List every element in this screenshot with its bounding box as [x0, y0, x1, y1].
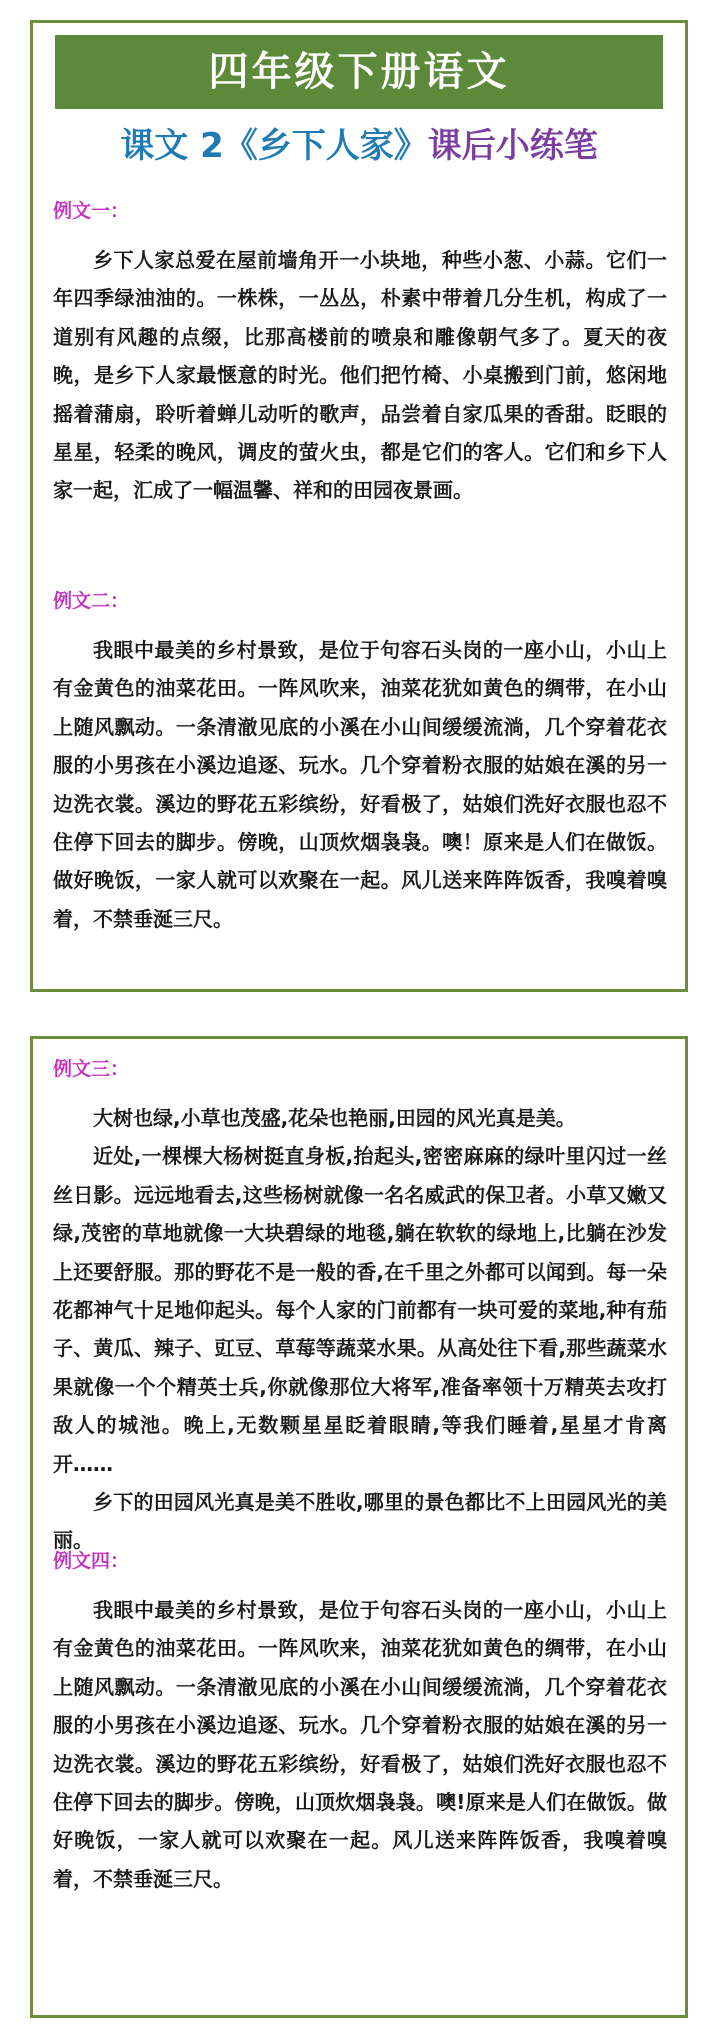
example-label-1: 例文一：	[53, 200, 130, 222]
example-essay-3	[53, 1057, 667, 1560]
essay-paragraph: 大树也绿,小草也茂盛,花朵也艳丽,田园的风光真是美。	[93, 1106, 576, 1130]
subtitle-lesson: 课文 2《乡下人家》	[120, 126, 428, 166]
example-essay-2	[53, 589, 667, 938]
subtitle-exercise: 课后小练笔	[427, 126, 598, 166]
worksheet-card-bottom	[30, 1036, 688, 2018]
page-title-banner: 四年级下册语文	[55, 35, 663, 109]
example-essay-1	[53, 199, 667, 510]
essay-paragraph: 我眼中最美的乡村景致，是位于句容石头岗的一座小山，小山上有金黄色的油菜花田。一阵风吹来，油菜花犹如黄色的绸带，在小山上随风飘动。一条清澈见底的小溪在小山间缓缓流淌，几个穿着花衣服的小男孩在小溪边追逐、玩水。几个穿着粉衣服的姑娘在溪的另一边洗衣裳。溪边的野花五彩缤纷，好看极了，姑娘们洗好衣服也忍不住停下回去的脚步。傍晚，山顶炊烟袅袅。噢!原来是人们在做饭。做好晚饭，一家人就可以欢聚在一起。风儿送来阵阵饭香，我嗅着嗅着，不禁垂涎三尺。	[53, 1598, 667, 1891]
example-label-4: 例文四：	[53, 1550, 130, 1572]
page-subtitle	[33, 121, 685, 171]
essay-paragraph: 乡下的田园风光真是美不胜收,哪里的景色都比不上田园风光的美丽。	[53, 1490, 667, 1553]
example-essay-4	[53, 1549, 667, 1898]
essay-paragraph: 我眼中最美的乡村景致，是位于句容石头岗的一座小山，小山上有金黄色的油菜花田。一阵风吹来，油菜花犹如黄色的绸带，在小山上随风飘动。一条清澈见底的小溪在小山间缓缓流淌，几个穿着花衣服的小男孩在小溪边追逐、玩水。几个穿着粉衣服的姑娘在溪的另一边洗衣裳。溪边的野花五彩缤纷，好看极了，姑娘们洗好衣服也忍不住停下回去的脚步。傍晚，山顶炊烟袅袅。噢！原来是人们在做饭。做好晚饭，一家人就可以欢聚在一起。风儿送来阵阵饭香，我嗅着嗅着，不禁垂涎三尺。	[53, 638, 667, 931]
example-label-2: 例文二：	[53, 590, 130, 612]
essay-paragraph: 近处,一棵棵大杨树挺直身板,抬起头,密密麻麻的绿叶里闪过一丝丝日影。远远地看去,这些杨树就像一名名威武的保卫者。小草又嫩又绿,茂密的草地就像一大块碧绿的地毯,躺在软软的绿地上,比躺在沙发上还要舒服。那的野花不是一般的香,在千里之外都可以闻到。每一朵花都神气十足地仰起头。每个人家的门前都有一块可爱的菜地,种有茄子、黄瓜、辣子、豇豆、草莓等蔬菜水果。从高处往下看,那些蔬菜水果就像一个个精英士兵,你就像那位大将军,准备率领十万精英去攻打敌人的城池。晚上,无数颗星星眨着眼睛,等我们睡着,星星才肯离开……	[53, 1144, 667, 1476]
worksheet-card-top	[30, 20, 688, 992]
essay-paragraph: 乡下人家总爱在屋前墙角开一小块地，种些小葱、小蒜。它们一年四季绿油油的。一株株，一丛丛，朴素中带着几分生机，构成了一道别有风趣的点缀，比那高楼前的喷泉和雕像朝气多了。夏天的夜晚，是乡下人家最惬意的时光。他们把竹椅、小桌搬到门前，悠闲地摇着蒲扇，聆听着蝉儿动听的歌声，品尝着自家瓜果的香甜。眨眼的星星，轻柔的晚风，调皮的萤火虫，都是它们的客人。它们和乡下人家一起，汇成了一幅温馨、祥和的田园夜景画。	[53, 248, 667, 503]
example-label-3: 例文三：	[53, 1058, 130, 1080]
